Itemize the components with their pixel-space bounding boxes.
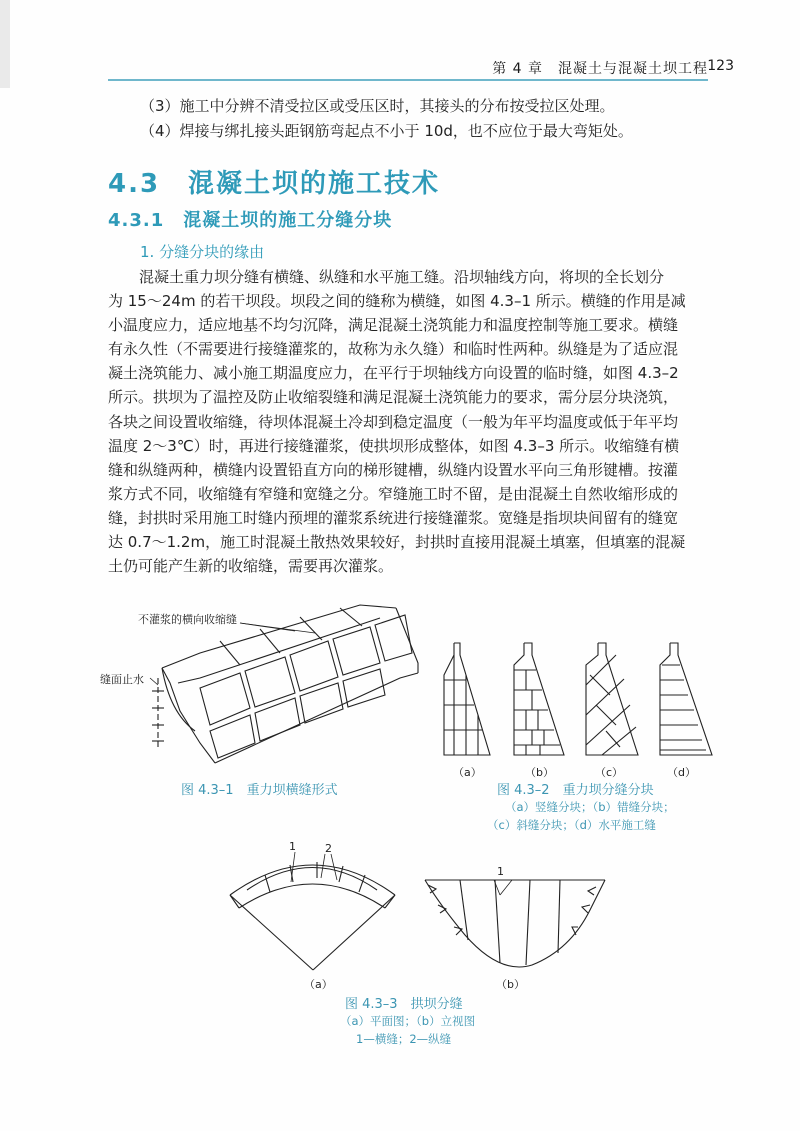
fig1-label-joint: 不灌浆的横向收缩缝 <box>138 613 237 626</box>
fig2-diagram-a <box>444 643 490 755</box>
fig2-sublabel-d: （d） <box>667 766 696 779</box>
figure-4-3-3-a <box>225 840 400 975</box>
paragraph-line: 混凝土重力坝分缝有横缝、纵缝和水平施工缝。沿坝轴线方向，将坝的全长划分 <box>139 268 665 286</box>
list-item-4: （4）焊接与绑扎接头距钢筋弯起点不小于 10d，也不应位于最大弯矩处。 <box>140 122 633 140</box>
running-header-chapter: 第 4 章 混凝土与混凝土坝工程 <box>492 61 708 77</box>
paragraph-line: 达 0.7～1.2m，施工时混凝土散热效果较好，封拱时直接用混凝土填塞，但填塞的混凝 <box>108 533 686 552</box>
paragraph-line: 缝和纵缝两种，横缝内设置铅直方向的梯形键槽，纵缝内设置水平向三角形键槽。按灌 <box>108 460 679 479</box>
page-number: 123 <box>707 58 734 74</box>
fig2-diagram-c <box>586 643 638 755</box>
fig3-caption: 图 4.3–3 拱坝分缝 <box>345 997 463 1012</box>
fig2-sublabel-c: （c） <box>595 766 624 779</box>
fig1-caption: 图 4.3–1 重力坝横缝形式 <box>181 783 338 798</box>
page-header <box>0 0 800 88</box>
paragraph-line: 凝土浇筑能力、减小施工期温度应力，在平行于坝轴线方向设置的临时缝，如图 4.3–2 <box>108 364 679 383</box>
arch-dam-plan-drawing <box>225 840 400 975</box>
gravity-dam-block-division-drawing <box>440 635 720 760</box>
paragraph-line: 有永久性（不需要进行接缝灌浆的，故称为永久缝）和临时性两种。纵缝是为了适应混 <box>108 340 679 359</box>
paragraph-line: 各块之间设置收缩缝，待坝体混凝土冷却到稳定温度（一般为年平均温度或低于年平均 <box>108 412 679 431</box>
paragraph-line: 温度 2～3℃）时，再进行接缝灌浆，使拱坝形成整体，如图 4.3–3 所示。收缩缝有横 <box>108 436 680 455</box>
fig2-note-2: （c）斜缝分块；（d）水平施工缝 <box>487 818 656 832</box>
fig3-marker-1: 1 <box>289 840 296 853</box>
fig2-sublabel-b: （b） <box>525 766 554 779</box>
figure-4-3-3-b <box>420 865 610 980</box>
header-rule <box>108 79 708 81</box>
paragraph-line: 所示。拱坝为了温控及防止收缩裂缝和满足混凝土浇筑能力的要求，需分层分块浇筑， <box>108 388 679 407</box>
body-paragraph <box>108 265 708 578</box>
fig1-label-waterstop: 缝面止水 <box>100 673 144 686</box>
fig2-sublabel-a: （a） <box>453 766 482 779</box>
fig2-diagram-d <box>660 643 712 755</box>
arch-dam-elevation-drawing <box>420 865 610 980</box>
paragraph-line: 小温度应力，适应地基不均匀沉降，满足混凝土浇筑能力和温度控制等施工要求。横缝 <box>108 316 679 335</box>
fig3-note-2: 1—横缝；2—纵缝 <box>356 1032 452 1046</box>
subsubsection-title: 1. 分缝分块的缘由 <box>140 243 265 261</box>
fig2-caption: 图 4.3–2 重力坝分缝分块 <box>497 783 654 798</box>
paragraph-line: 缝，封拱时采用施工时缝内预埋的灌浆系统进行接缝灌浆。宽缝是指坝块间留有的缝宽 <box>108 508 679 527</box>
paragraph-line: 浆方式不同，收缩缝有窄缝和宽缝之分。窄缝施工时不留，是由混凝土自然收缩形成的 <box>108 484 679 503</box>
fig2-diagram-b <box>514 643 564 755</box>
page-edge-shade <box>0 0 10 88</box>
fig3-sublabel-a: （a） <box>304 978 333 991</box>
figure-4-3-1 <box>100 603 440 803</box>
list-item-3: （3）施工中分辨不清受拉区或受压区时，其接头的分布按受拉区处理。 <box>140 97 615 115</box>
section-title: 4.3 混凝土坝的施工技术 <box>108 169 441 199</box>
figure-4-3-2 <box>440 635 720 760</box>
subsection-title: 4.3.1 混凝土坝的施工分缝分块 <box>108 210 393 231</box>
paragraph-line: 土仍可能产生新的收缩缝，需要再次灌浆。 <box>108 557 394 576</box>
fig3-marker-2: 2 <box>325 842 332 855</box>
paragraph-line: 为 15～24m 的若干坝段。坝段之间的缝称为横缝，如图 4.3–1 所示。横缝的作用是减 <box>108 292 686 311</box>
gravity-dam-transverse-joint-drawing <box>100 603 440 803</box>
fig3-note-1: （a）平面图；（b）立视图 <box>340 1014 476 1028</box>
fig2-note-1: （a）竖缝分块；（b）错缝分块； <box>505 800 675 814</box>
fig3-sublabel-b: （b） <box>496 978 525 991</box>
fig3-marker-b: 1 <box>497 865 504 878</box>
